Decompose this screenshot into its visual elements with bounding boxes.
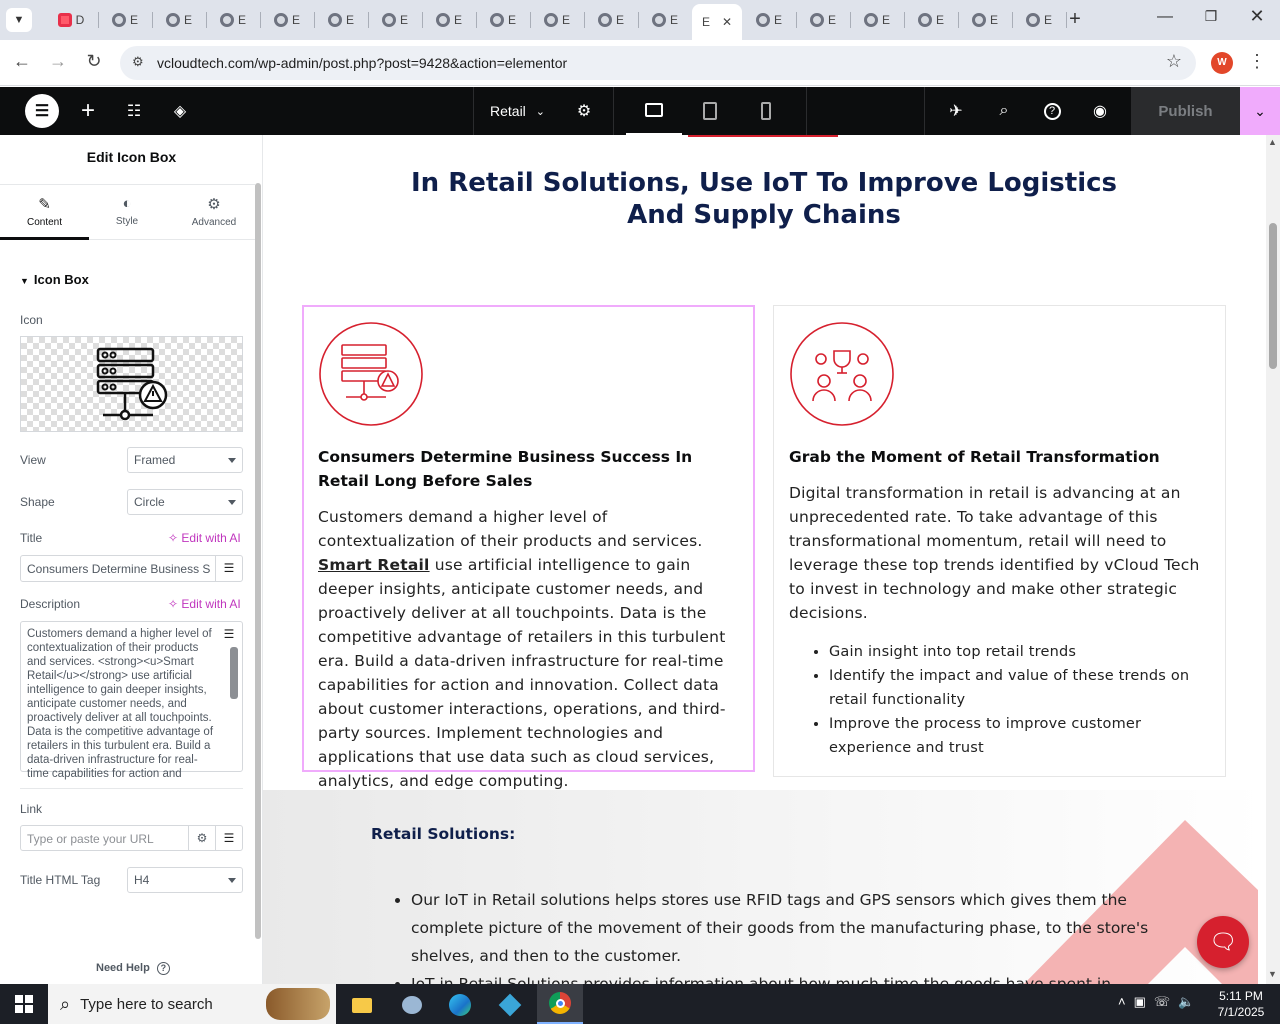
caret-down-icon: ▼: [20, 276, 29, 286]
chevron-down-icon: ⌄: [535, 105, 546, 118]
scroll-thumb[interactable]: [1269, 223, 1277, 369]
diamond-app-icon: [499, 994, 522, 1017]
wifi-icon: ☏: [1153, 994, 1179, 1009]
browser-tab-label: E: [129, 13, 138, 27]
icon-box-2-bullets: [829, 640, 1214, 760]
browser-tab[interactable]: [422, 6, 476, 34]
arrow-left-icon: ←: [13, 51, 31, 71]
chevron-down-icon: ⌄: [1254, 102, 1266, 119]
browser-tab-label: E: [237, 13, 246, 27]
editor-panel: [0, 135, 263, 984]
arrow-right-icon: →: [49, 51, 67, 71]
list-item: • Gain insight into top retail trends: [829, 640, 1214, 664]
system-tray[interactable]: [1118, 994, 1210, 1014]
icon-box-1-description: [318, 505, 748, 793]
elementor-favicon-icon: [756, 13, 770, 27]
edit-ai-label: Edit with AI: [181, 531, 241, 545]
divider: [20, 788, 243, 789]
tab-advanced[interactable]: [172, 185, 256, 240]
smart-retail-link[interactable]: Smart Retail: [318, 556, 430, 574]
profile-initial: W: [1217, 57, 1227, 68]
eye-icon: ◉: [1093, 103, 1107, 120]
link-label: Link: [20, 802, 43, 816]
network-icon: ▣: [1133, 994, 1154, 1009]
app-button[interactable]: [492, 990, 528, 1020]
tab-content[interactable]: [0, 185, 89, 240]
elementor-favicon-icon: [652, 13, 666, 27]
title-input-value: Consumers Determine Business S: [27, 562, 211, 576]
icon-box-1-title: Consumers Determine Business Success In Retail Long Before Sales: [318, 448, 693, 490]
browser-tab-label: E: [345, 13, 354, 27]
browser-tab[interactable]: [1012, 6, 1066, 34]
edge-button[interactable]: [442, 990, 478, 1020]
sliders-icon: ☷: [126, 103, 142, 120]
top-accent-line: [688, 135, 838, 137]
elementor-logo-button[interactable]: [24, 87, 60, 135]
volume-icon: 🔈: [1178, 994, 1203, 1009]
help-button[interactable]: [1038, 87, 1066, 135]
database-icon: ☰: [223, 561, 235, 575]
browser-tab[interactable]: [44, 6, 98, 34]
database-icon: ☰: [223, 831, 235, 845]
need-help-link[interactable]: [96, 962, 170, 975]
browser-tab-label: E: [291, 13, 300, 27]
browser-tab[interactable]: [904, 6, 958, 34]
elementor-favicon-icon: [112, 13, 126, 27]
site-info-icon[interactable]: ⚙: [132, 54, 144, 69]
search-icon: ⌕: [999, 102, 1009, 119]
browser-tab-label: E: [561, 13, 570, 27]
divider: [924, 87, 925, 135]
desc-part-1: Customers demand a higher level of contextualization of their products and services.: [318, 508, 703, 550]
elementor-logo-icon: ☰: [25, 94, 59, 128]
scroll-down-arrow[interactable]: ▼: [1268, 969, 1277, 979]
list-item: • Our IoT in Retail solutions helps stores use RFID tags and GPS sensors which gives them the complete picture of the movement of their goods from the manufacturing phase, to the store's shelves, and then to the customer.: [411, 886, 1191, 970]
tab-advanced-label: Advanced: [191, 217, 237, 228]
gear-icon: ⚙: [196, 831, 208, 845]
elementor-favicon-icon: [382, 13, 396, 27]
edit-ai-label: Edit with AI: [181, 597, 241, 611]
chrome-icon: [549, 992, 571, 1014]
browser-tab-label: E: [881, 13, 890, 27]
reload-icon: ↻: [86, 51, 102, 71]
browser-tab[interactable]: [742, 6, 796, 34]
browser-tab-label: E: [1043, 13, 1052, 27]
app-button[interactable]: [394, 990, 430, 1020]
finder-button[interactable]: [990, 87, 1018, 135]
clock-date: 7/1/2025: [1217, 1005, 1265, 1019]
windows-logo-icon: [15, 995, 33, 1013]
elementor-favicon-icon: [328, 13, 342, 27]
bookmark-star-icon[interactable]: ☆: [1165, 51, 1182, 71]
desktop-icon: [645, 103, 663, 117]
omnibox[interactable]: [120, 46, 1196, 80]
help-icon: ?: [1044, 103, 1061, 120]
browser-tab[interactable]: [638, 6, 692, 34]
divider: [473, 87, 474, 135]
close-icon[interactable]: ✕: [721, 15, 733, 29]
gear-icon: ⚙: [576, 103, 592, 120]
server-alert-icon: [93, 347, 173, 425]
url-text[interactable]: vcloudtech.com/wp-admin/post.php?post=9428&action=elementor: [157, 55, 568, 71]
windows-taskbar: [0, 984, 1280, 1024]
chat-widget-button[interactable]: [1197, 916, 1249, 968]
browser-tab-label: E: [507, 13, 516, 27]
browser-tab[interactable]: [530, 6, 584, 34]
back-button[interactable]: [10, 51, 34, 75]
divider: [613, 87, 614, 135]
description-dynamic-tags-button[interactable]: [218, 623, 240, 645]
folder-icon: [352, 998, 372, 1013]
browser-tab[interactable]: [476, 6, 530, 34]
browser-tab[interactable]: [260, 6, 314, 34]
view-label: View: [20, 453, 46, 467]
sparkle-icon: ✧: [168, 597, 179, 611]
browser-tab-label: E: [669, 13, 678, 27]
browser-tab[interactable]: [584, 6, 638, 34]
elementor-favicon-icon: [220, 13, 234, 27]
plus-icon: +: [1069, 8, 1081, 30]
elementor-favicon-icon: [864, 13, 878, 27]
publish-label: Publish: [1158, 102, 1213, 120]
browser-tab[interactable]: [958, 6, 1012, 34]
title-input[interactable]: [20, 555, 216, 582]
elementor-favicon-icon: [918, 13, 932, 27]
need-help-label: Need Help: [96, 962, 150, 974]
panel-tabs: [0, 184, 255, 240]
notes-button[interactable]: [942, 87, 970, 135]
browser-tab-label: E: [935, 13, 944, 27]
browser-tab[interactable]: [692, 4, 742, 40]
page-settings-button[interactable]: [570, 87, 598, 135]
tab-style[interactable]: [89, 185, 165, 240]
icon-box-2-description: Digital transformation in retail is advancing at an unprecedented rate. To take advantage of this transformational momentum, retail will need to leverage these top trends identified by vCloud Tech to invest in technology and make other strategic decisions.: [789, 484, 1200, 622]
address-bar: [0, 40, 1280, 86]
tab-content-label: Content: [26, 217, 63, 228]
browser-tab-label: E: [615, 13, 624, 27]
description-edit-with-ai[interactable]: [168, 597, 241, 611]
start-button[interactable]: [0, 984, 48, 1024]
retail-solutions-section: [263, 790, 1266, 990]
window-restore-button[interactable]: [1196, 8, 1226, 32]
elementor-favicon-icon: [436, 13, 450, 27]
desktop-view-button[interactable]: [626, 87, 682, 135]
kebab-menu-icon: ⋮: [1248, 51, 1266, 71]
icon-picker[interactable]: [20, 336, 243, 432]
rocket-icon: ✈: [949, 103, 963, 120]
browser-tab-label: E: [701, 15, 710, 29]
pencil-icon: ✎: [38, 196, 51, 213]
page-selector[interactable]: [490, 87, 552, 135]
title-dynamic-tags-button[interactable]: [215, 555, 243, 582]
link-input[interactable]: [20, 825, 189, 851]
icon-box-2-title: Grab the Moment of Retail Transformation: [789, 448, 1160, 466]
title-html-tag-select[interactable]: H4: [127, 867, 243, 893]
page-heading: In Retail Solutions, Use IoT To Improve Logistics And Supply Chains: [410, 168, 1117, 230]
gem-favicon-icon: [58, 13, 72, 27]
panel-heading: Edit Icon Box: [86, 149, 177, 165]
list-item: • Improve the process to improve customer experience and trust: [829, 712, 1214, 760]
paint-icon: [402, 996, 422, 1014]
textarea-scrollbar[interactable]: [230, 647, 238, 699]
panel-scrollbar[interactable]: [255, 183, 261, 939]
browser-tab-label: E: [399, 13, 408, 27]
elementor-top-bar: [0, 87, 1280, 135]
publish-options-button[interactable]: [1240, 87, 1280, 135]
restore-icon: ❐: [1204, 8, 1218, 24]
profile-avatar[interactable]: [1211, 52, 1233, 74]
half-circle-icon: ◐: [122, 195, 132, 212]
browser-tab[interactable]: [850, 6, 904, 34]
edge-icon: [449, 994, 471, 1016]
preview-button[interactable]: [1086, 87, 1114, 135]
canvas-scrollbar[interactable]: [1266, 135, 1280, 984]
section-toggle-icon-box[interactable]: [20, 272, 89, 287]
browser-tab-strip: [0, 0, 1280, 40]
description-label: Description: [20, 597, 81, 611]
elementor-favicon-icon: [274, 13, 288, 27]
title-html-tag-label: Title HTML Tag: [20, 873, 101, 887]
elementor-favicon-icon: [544, 13, 558, 27]
tab-search-button[interactable]: [6, 8, 32, 32]
browser-tab[interactable]: [796, 6, 850, 34]
tab-style-label: Style: [115, 216, 139, 227]
sparkle-icon: ✧: [168, 531, 179, 545]
divider: [806, 87, 807, 135]
site-settings-button[interactable]: [120, 87, 148, 135]
chevron-down-icon: ▼: [13, 14, 25, 26]
tablet-view-button[interactable]: [696, 87, 724, 135]
file-explorer-button[interactable]: [344, 990, 380, 1020]
window-minimize-button[interactable]: [1150, 8, 1180, 32]
browser-tab[interactable]: [314, 6, 368, 34]
view-select[interactable]: Framed: [127, 447, 243, 473]
preview-canvas: [263, 135, 1266, 984]
window-close-button[interactable]: [1242, 6, 1272, 30]
server-alert-icon: [318, 321, 424, 427]
gear-icon: ⚙: [207, 196, 221, 213]
icon-label: Icon: [20, 313, 43, 327]
tablet-icon: [703, 102, 717, 120]
help-icon: ?: [157, 962, 170, 975]
chrome-button[interactable]: [537, 984, 583, 1024]
clock-time: 5:11 PM: [1219, 989, 1263, 1003]
close-icon: ✕: [1249, 6, 1265, 26]
new-tab-button[interactable]: [1064, 8, 1086, 30]
link-options-button[interactable]: [188, 825, 216, 851]
desc-part-2: use artificial intelligence to gain deeper insights, anticipate customer needs, and proactively deliver at all touchpoints. Data is the competitive advantage of retailers in this turbulent era. Build a data-driven infrastructure for real-time capabilities for action and innovation. Collect data about customer interactions, operations, and third-party sources. Implement technologies and applications that use data such as cloud services, analytics, and edge computing.: [318, 556, 726, 790]
icon-box-1[interactable]: [302, 305, 755, 790]
browser-tab-label: E: [827, 13, 836, 27]
bison-decoration-icon: [266, 988, 330, 1020]
elementor-favicon-icon: [490, 13, 504, 27]
mobile-icon: [761, 102, 771, 120]
elementor-favicon-icon: [972, 13, 986, 27]
title-edit-with-ai[interactable]: [168, 531, 241, 545]
title-label: Title: [20, 531, 43, 545]
elementor-favicon-icon: [166, 13, 180, 27]
section-title: Retail Solutions:: [371, 825, 516, 843]
structure-button[interactable]: [166, 87, 194, 135]
add-element-button[interactable]: [74, 87, 102, 135]
taskbar-search-placeholder: Type here to search: [80, 995, 213, 1013]
list-item: • Identify the impact and value of these trends on retail functionality: [829, 664, 1214, 712]
elementor-favicon-icon: [1026, 13, 1040, 27]
reload-button[interactable]: [82, 51, 106, 75]
taskbar-search[interactable]: [48, 984, 336, 1024]
browser-tab-label: D: [75, 13, 85, 27]
description-value: Customers demand a higher level of contextualization of their products and services. <strong><u>Smart Retail</u></strong> use artificial intelligence to gain deeper insights, anticipate customer needs, and proactively deliver at all touchpoints. Data is the competitive advantage of retailers in this turbulent era. Build a data-driven infrastructure for real-time capabilities for action and: [27, 628, 214, 780]
browser-menu-button[interactable]: [1248, 51, 1264, 75]
browser-tab[interactable]: [152, 6, 206, 34]
page-selector-label: Retail: [490, 103, 526, 119]
link-placeholder: Type or paste your URL: [27, 832, 154, 846]
link-dynamic-tags-button[interactable]: [215, 825, 243, 851]
browser-tab-label: E: [773, 13, 782, 27]
browser-tab[interactable]: [206, 6, 260, 34]
plus-icon: +: [80, 97, 95, 124]
chevron-up-icon: ˄: [1118, 994, 1134, 1009]
section-title: Icon Box: [33, 272, 89, 287]
browser-tab-label: E: [453, 13, 462, 27]
description-textarea[interactable]: [20, 621, 243, 780]
clock[interactable]: [1212, 988, 1270, 1020]
section-bullets: [411, 886, 1191, 998]
search-icon: ⌕: [60, 993, 71, 1014]
elementor-favicon-icon: [598, 13, 612, 27]
browser-tab[interactable]: [368, 6, 422, 34]
browser-tab-label: E: [183, 13, 192, 27]
forward-button[interactable]: [46, 51, 70, 75]
browser-tab-label: E: [989, 13, 998, 27]
layers-icon: ◈: [173, 103, 187, 120]
shape-label: Shape: [20, 495, 55, 509]
mobile-view-button[interactable]: [752, 87, 780, 135]
publish-button[interactable]: [1131, 87, 1240, 135]
icon-box-2[interactable]: [773, 305, 1226, 777]
browser-tab[interactable]: [98, 6, 152, 34]
elementor-favicon-icon: [810, 13, 824, 27]
database-icon: ☰: [223, 627, 235, 641]
chat-icon: 🗨: [1209, 929, 1237, 954]
scroll-up-arrow[interactable]: ▲: [1268, 137, 1277, 147]
team-trophy-icon: [789, 321, 895, 427]
minimize-icon: —: [1157, 8, 1173, 25]
shape-select[interactable]: Circle: [127, 489, 243, 515]
